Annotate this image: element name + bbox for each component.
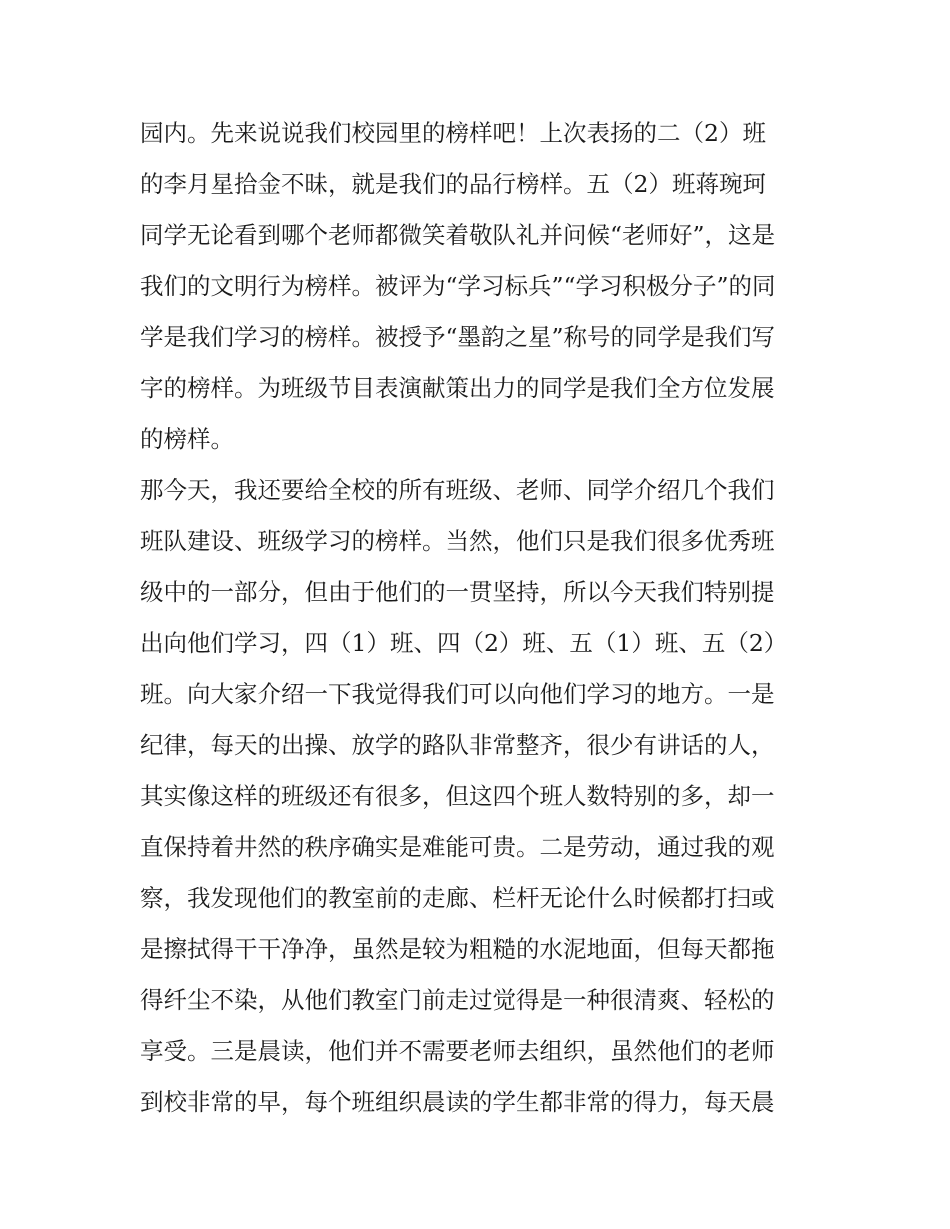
text-line: 其实像这样的班级还有很多，但这四个班人数特别的多，却一 [140,782,775,810]
text-line: 到校非常的早，每个班组织晨读的学生都非常的得力，每天晨 [140,1088,775,1116]
text-line: 察，我发现他们的教室前的走廊、栏杆无论什么时候都打扫或 [140,884,775,912]
text-line: 学是我们学习的榜样。被授予“墨韵之星”称号的同学是我们写 [140,323,776,351]
text-line: 的李月星拾金不昧，就是我们的品行榜样。五（2）班蒋琬珂 [140,170,766,198]
text-line: 享受。三是晨读，他们并不需要老师去组织，虽然他们的老师 [140,1037,775,1065]
text-line: 我们的文明行为榜样。被评为“学习标兵”“学习积极分子”的同 [140,272,776,300]
text-line: 那今天，我还要给全校的所有班级、老师、同学介绍几个我们 [140,476,775,504]
text-line: 班队建设、班级学习的榜样。当然，他们只是我们很多优秀班 [140,527,775,555]
text-line: 出向他们学习，四（1）班、四（2）班、五（1）班、五（2） [140,629,788,657]
text-line: 的榜样。 [140,425,234,453]
text-line: 班。向大家介绍一下我觉得我们可以向他们学习的地方。一是 [140,680,775,708]
text-line: 是擦拭得干干净净，虽然是较为粗糙的水泥地面，但每天都拖 [140,935,775,963]
text-line: 纪律，每天的出操、放学的路队非常整齐，很少有讲话的人， [140,731,775,759]
text-line: 级中的一部分，但由于他们的一贯坚持，所以今天我们特别提 [140,578,775,606]
text-line: 字的榜样。为班级节目表演献策出力的同学是我们全方位发展 [140,374,775,402]
text-line: 同学无论看到哪个老师都微笑着敬队礼并问候“老师好”，这是 [140,221,776,249]
text-line: 直保持着井然的秩序确实是难能可贵。二是劳动，通过我的观 [140,833,775,861]
text-line: 得纤尘不染，从他们教室门前走过觉得是一种很清爽、轻松的 [140,986,775,1014]
text-line: 园内。先来说说我们校园里的榜样吧！上次表扬的二（2）班 [140,119,766,147]
body-text [140,108,820,1128]
